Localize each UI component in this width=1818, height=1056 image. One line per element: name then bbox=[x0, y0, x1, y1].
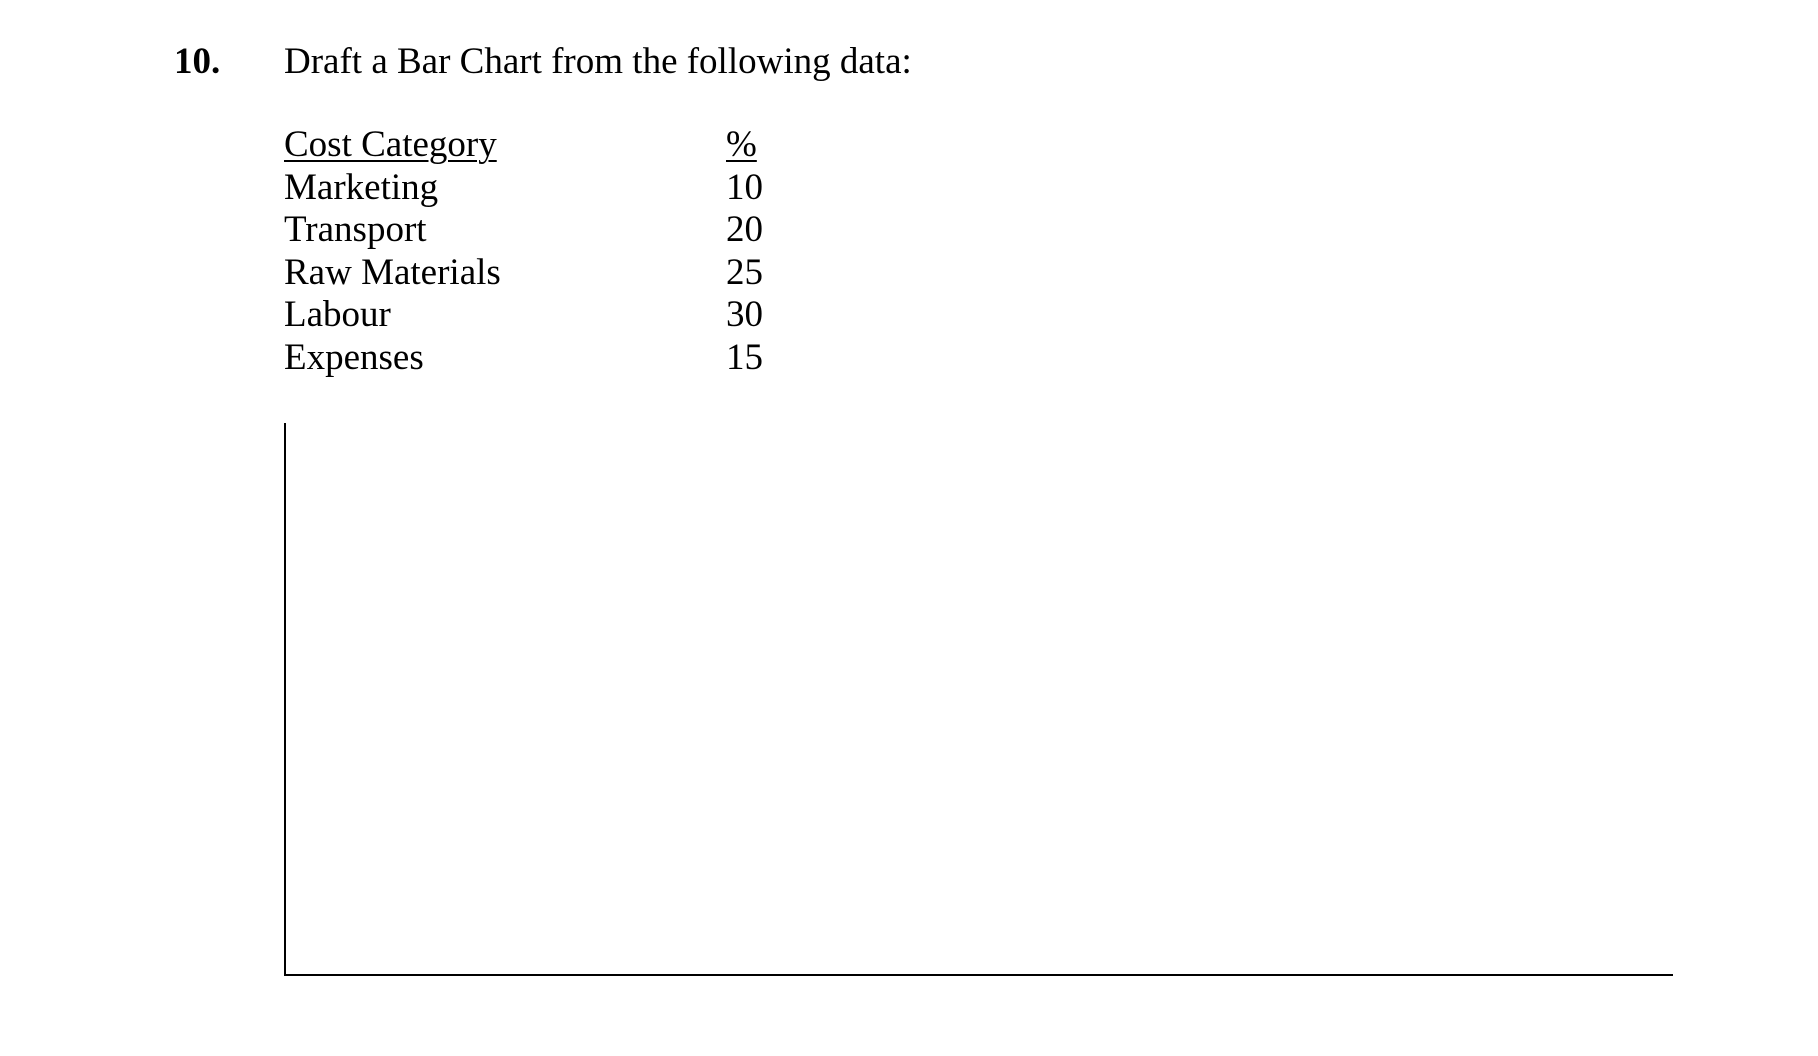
row-category: Expenses bbox=[284, 336, 424, 378]
column-header-percent: % bbox=[726, 124, 757, 165]
column-header-cost-category: Cost Category bbox=[284, 124, 497, 165]
row-category: Transport bbox=[284, 209, 427, 250]
row-category: Raw Materials bbox=[284, 251, 501, 293]
question-number: 10. bbox=[174, 41, 221, 82]
row-value: 10 bbox=[726, 166, 763, 208]
row-category: Labour bbox=[284, 294, 391, 335]
row-value: 15 bbox=[726, 336, 763, 378]
row-value: 30 bbox=[726, 294, 763, 335]
question-prompt: Draft a Bar Chart from the following data: bbox=[284, 41, 912, 82]
row-category: Marketing bbox=[284, 166, 439, 208]
row-value: 25 bbox=[726, 251, 763, 293]
row-value: 20 bbox=[726, 209, 763, 250]
